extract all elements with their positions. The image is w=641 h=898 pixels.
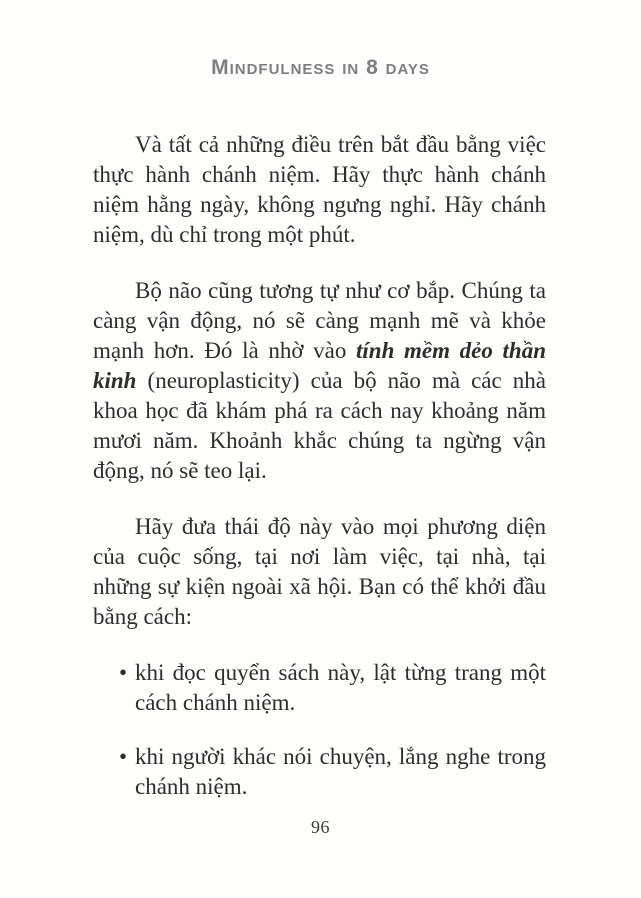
running-header: Mindfulness in 8 days	[211, 56, 430, 79]
bullet-list	[93, 658, 546, 802]
paragraph-3: Hãy đưa thái độ này vào mọi phương diện của cuộc sống, tại nơi làm việc, tại nhà, tại những sự kiện ngoài xã hội. Bạn có thể khởi đầu bằng cách:	[93, 514, 546, 629]
page-body	[93, 130, 546, 826]
list-item	[93, 658, 546, 718]
list-item-text: khi người khác nói chuyện, lắng nghe trong chánh niệm.	[135, 744, 546, 799]
bullet-icon: •	[119, 660, 128, 685]
list-item-text: khi đọc quyển sách này, lật từng trang một cách chánh niệm.	[135, 660, 546, 715]
paragraph-2-text-after: (neuroplasticity) của bộ não mà các nhà khoa học đã khám phá ra cách nay khoảng năm mươi năm. Khoảnh khắc chúng ta ngừng vận động, nó sẽ teo lại.	[93, 368, 546, 483]
paragraph-2	[93, 276, 546, 486]
paragraph-2-text-before: Bộ não cũng tương tự như cơ bắp. Chúng ta càng vận động, nó sẽ càng mạnh mẽ và khỏe mạnh hơn. Đó là nhờ vào	[93, 278, 546, 363]
list-item	[93, 742, 546, 802]
bullet-icon: •	[119, 744, 128, 769]
emphasis-phrase: tính mềm dẻo thần kinh	[93, 338, 546, 393]
paragraph-1: Và tất cả những điều trên bắt đầu bằng việc thực hành chánh niệm. Hãy thực hành chánh niệm hằng ngày, không ngưng nghỉ. Hãy chánh niệm, dù chỉ trong một phút.	[93, 132, 546, 247]
page-number: 96	[311, 817, 330, 837]
